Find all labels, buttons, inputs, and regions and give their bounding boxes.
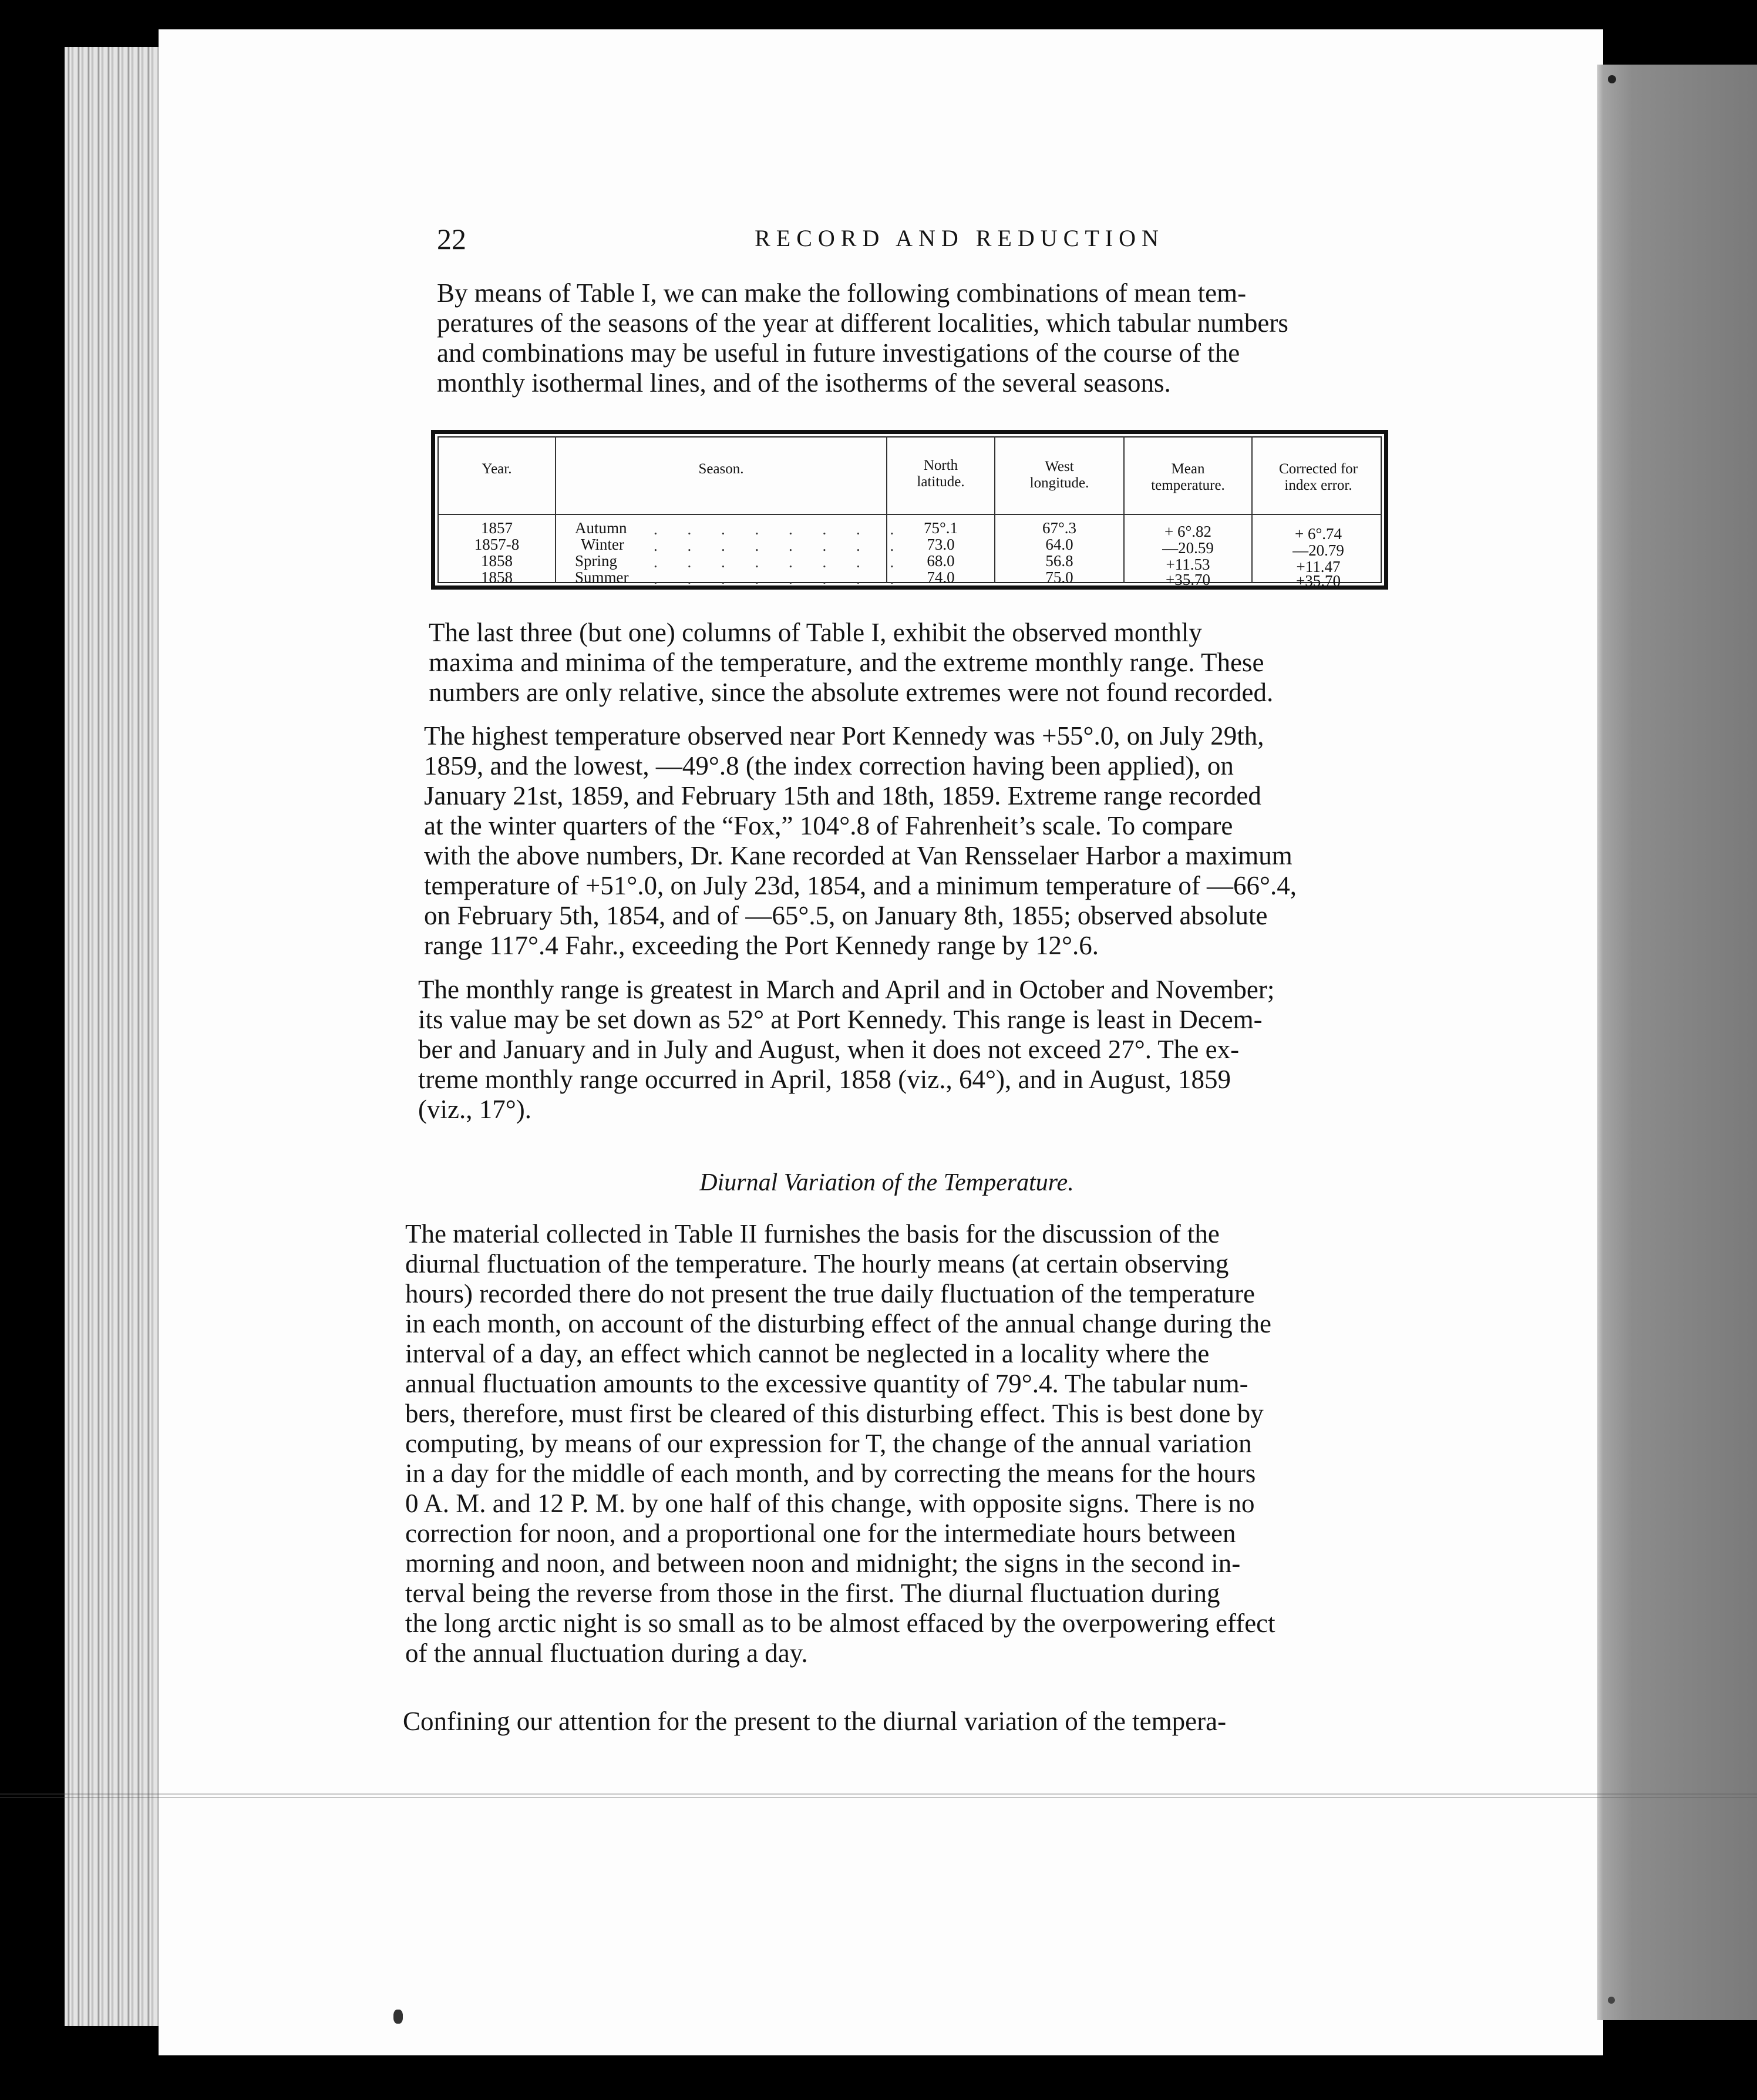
leader-dots: . . . . . . . . (654, 570, 907, 587)
header-mean-temperature: Mean temperature. (1151, 461, 1225, 493)
scan-speck (1608, 75, 1616, 83)
cell-year: 1858 (481, 552, 513, 570)
header-season: Season. (698, 461, 744, 477)
running-title: RECORD AND REDUCTION (755, 225, 1164, 251)
header-corrected: Corrected for index error. (1279, 461, 1358, 493)
cell-mean: +35.70 (1166, 571, 1210, 588)
paragraph-monthly-extremes: The last three (but one) columns of Table I, exhibit the observed monthly maxima and minima of the temperature, and the extreme monthly range. These numbers are only relative, since the absolute extremes were not found recorded. (429, 618, 1274, 707)
column-rule (1123, 436, 1125, 583)
cell-season: Winter (581, 536, 624, 553)
header-west-longitude: West longitude. (1029, 459, 1089, 491)
season-table (431, 430, 1388, 590)
cell-season: Autumn (575, 519, 627, 537)
cell-longitude: 64.0 (1045, 536, 1073, 553)
cell-latitude: 74.0 (927, 568, 955, 586)
cell-corrected: +11.47 (1296, 558, 1341, 576)
scan-artifact-line (0, 1793, 1757, 1795)
cell-longitude: 56.8 (1045, 552, 1073, 570)
cell-year: 1857 (481, 519, 513, 537)
cell-mean: —20.59 (1162, 539, 1214, 557)
paragraph-monthly-range: The monthly range is greatest in March and April and in October and November; its value may be set down as 52° at Port Kennedy. This range is least in Decem- ber and January and in July and August, when it does not exceed 27°. The ex- treme monthly range occurred in April, 1858 (viz., 64°), and in August, 1859 (viz., 17°). (418, 975, 1275, 1124)
cell-season: Summer (575, 568, 629, 586)
facing-page-edge (1597, 65, 1757, 2020)
header-year: Year. (482, 461, 512, 477)
leader-dots: . . . . . . . . (654, 553, 907, 571)
cell-mean: + 6°.82 (1164, 523, 1212, 540)
cell-latitude: 73.0 (927, 536, 955, 553)
leader-dots: . . . . . . . . (654, 520, 907, 538)
cell-mean: +11.53 (1166, 556, 1210, 573)
cell-corrected: +35.70 (1296, 572, 1341, 590)
header-rule (437, 514, 1382, 515)
cell-corrected: —20.79 (1292, 541, 1344, 559)
scan-artifact-line (0, 1797, 1757, 1798)
column-rule (994, 436, 995, 583)
page-number: 22 (437, 223, 466, 255)
scan-border (0, 2055, 1757, 2100)
column-rule (555, 436, 556, 583)
cell-latitude: 68.0 (927, 552, 955, 570)
cell-year: 1858 (481, 568, 513, 586)
cell-longitude: 67°.3 (1042, 519, 1077, 537)
running-head (437, 222, 1412, 257)
paragraph-material-collected: The material collected in Table II furnishes the basis for the discussion of the diurnal fluctuation of the temperature. The hourly means (at certain observing hours) recorded there do not present the true daily fluctuation of the temperature in each month, on account of the disturbing effect of the annual change during the interval of a day, an effect which cannot be neglected in a locality where the annual fluctuation amounts to the excessive quantity of 79°.4. The tabular num- bers, therefore, must first be cleared of this disturbing effect. This is best done by computing, by means of our expression for T, the change of the annual variation in a day for the middle of each month, and by correcting the means for the hours 0 A. M. and 12 P. M. by one half of this change, with opposite signs. There is no correction for noon, and a proportional one for the intermediate hours between morning and noon, and between noon and midnight; the signs in the second in- terval being the reverse from those in the first. The diurnal fluctuation during the long arctic night is so small as to be almost effaced by the overpowering effect of the annual fluctuation during a day. (405, 1219, 1275, 1668)
header-north-latitude: North latitude. (917, 457, 965, 490)
cell-corrected: + 6°.74 (1294, 525, 1342, 543)
paragraph-highest-temperature: The highest temperature observed near Port Kennedy was +55°.0, on July 29th, 1859, and the lowest, —49°.8 (the index correction having been applied), on January 21st, 1859, and February 15th and 18th, 1859. Extreme range recorded at the winter quarters of the “Fox,” 104°.8 of Fahrenheit’s scale. To compare with the above numbers, Dr. Kane recorded at Van Rensselaer Harbor a maximum temperature of +51°.0, on July 23d, 1854, and a minimum temperature of —66°.4, on February 5th, 1854, and of —65°.5, on January 8th, 1855; observed absolute range 117°.4 Fahr., exceeding the Port Kennedy range by 12°.6. (424, 721, 1297, 960)
leader-dots: . . . . . . . . (654, 537, 907, 554)
column-rule (1251, 436, 1253, 583)
cell-season: Spring (575, 552, 618, 570)
section-heading: Diurnal Variation of the Temperature. (699, 1169, 1074, 1196)
cell-longitude: 75.0 (1045, 568, 1073, 586)
cell-year: 1857-8 (474, 536, 520, 553)
cell-latitude: 75°.1 (923, 519, 958, 537)
page-stack-edge (65, 47, 164, 2026)
scan-speck (1608, 1997, 1615, 2004)
scan-speck (393, 2010, 403, 2024)
paragraph-confining: Confining our attention for the present to the diurnal variation of the tempera- (403, 1707, 1227, 1736)
paragraph-intro: By means of Table I, we can make the following combinations of mean tem- peratures of the seasons of the year at different localities, which tabular numbers and combinations may be useful in future investigations of the course of the monthly isothermal lines, and of the isotherms of the several seasons. (437, 278, 1288, 398)
